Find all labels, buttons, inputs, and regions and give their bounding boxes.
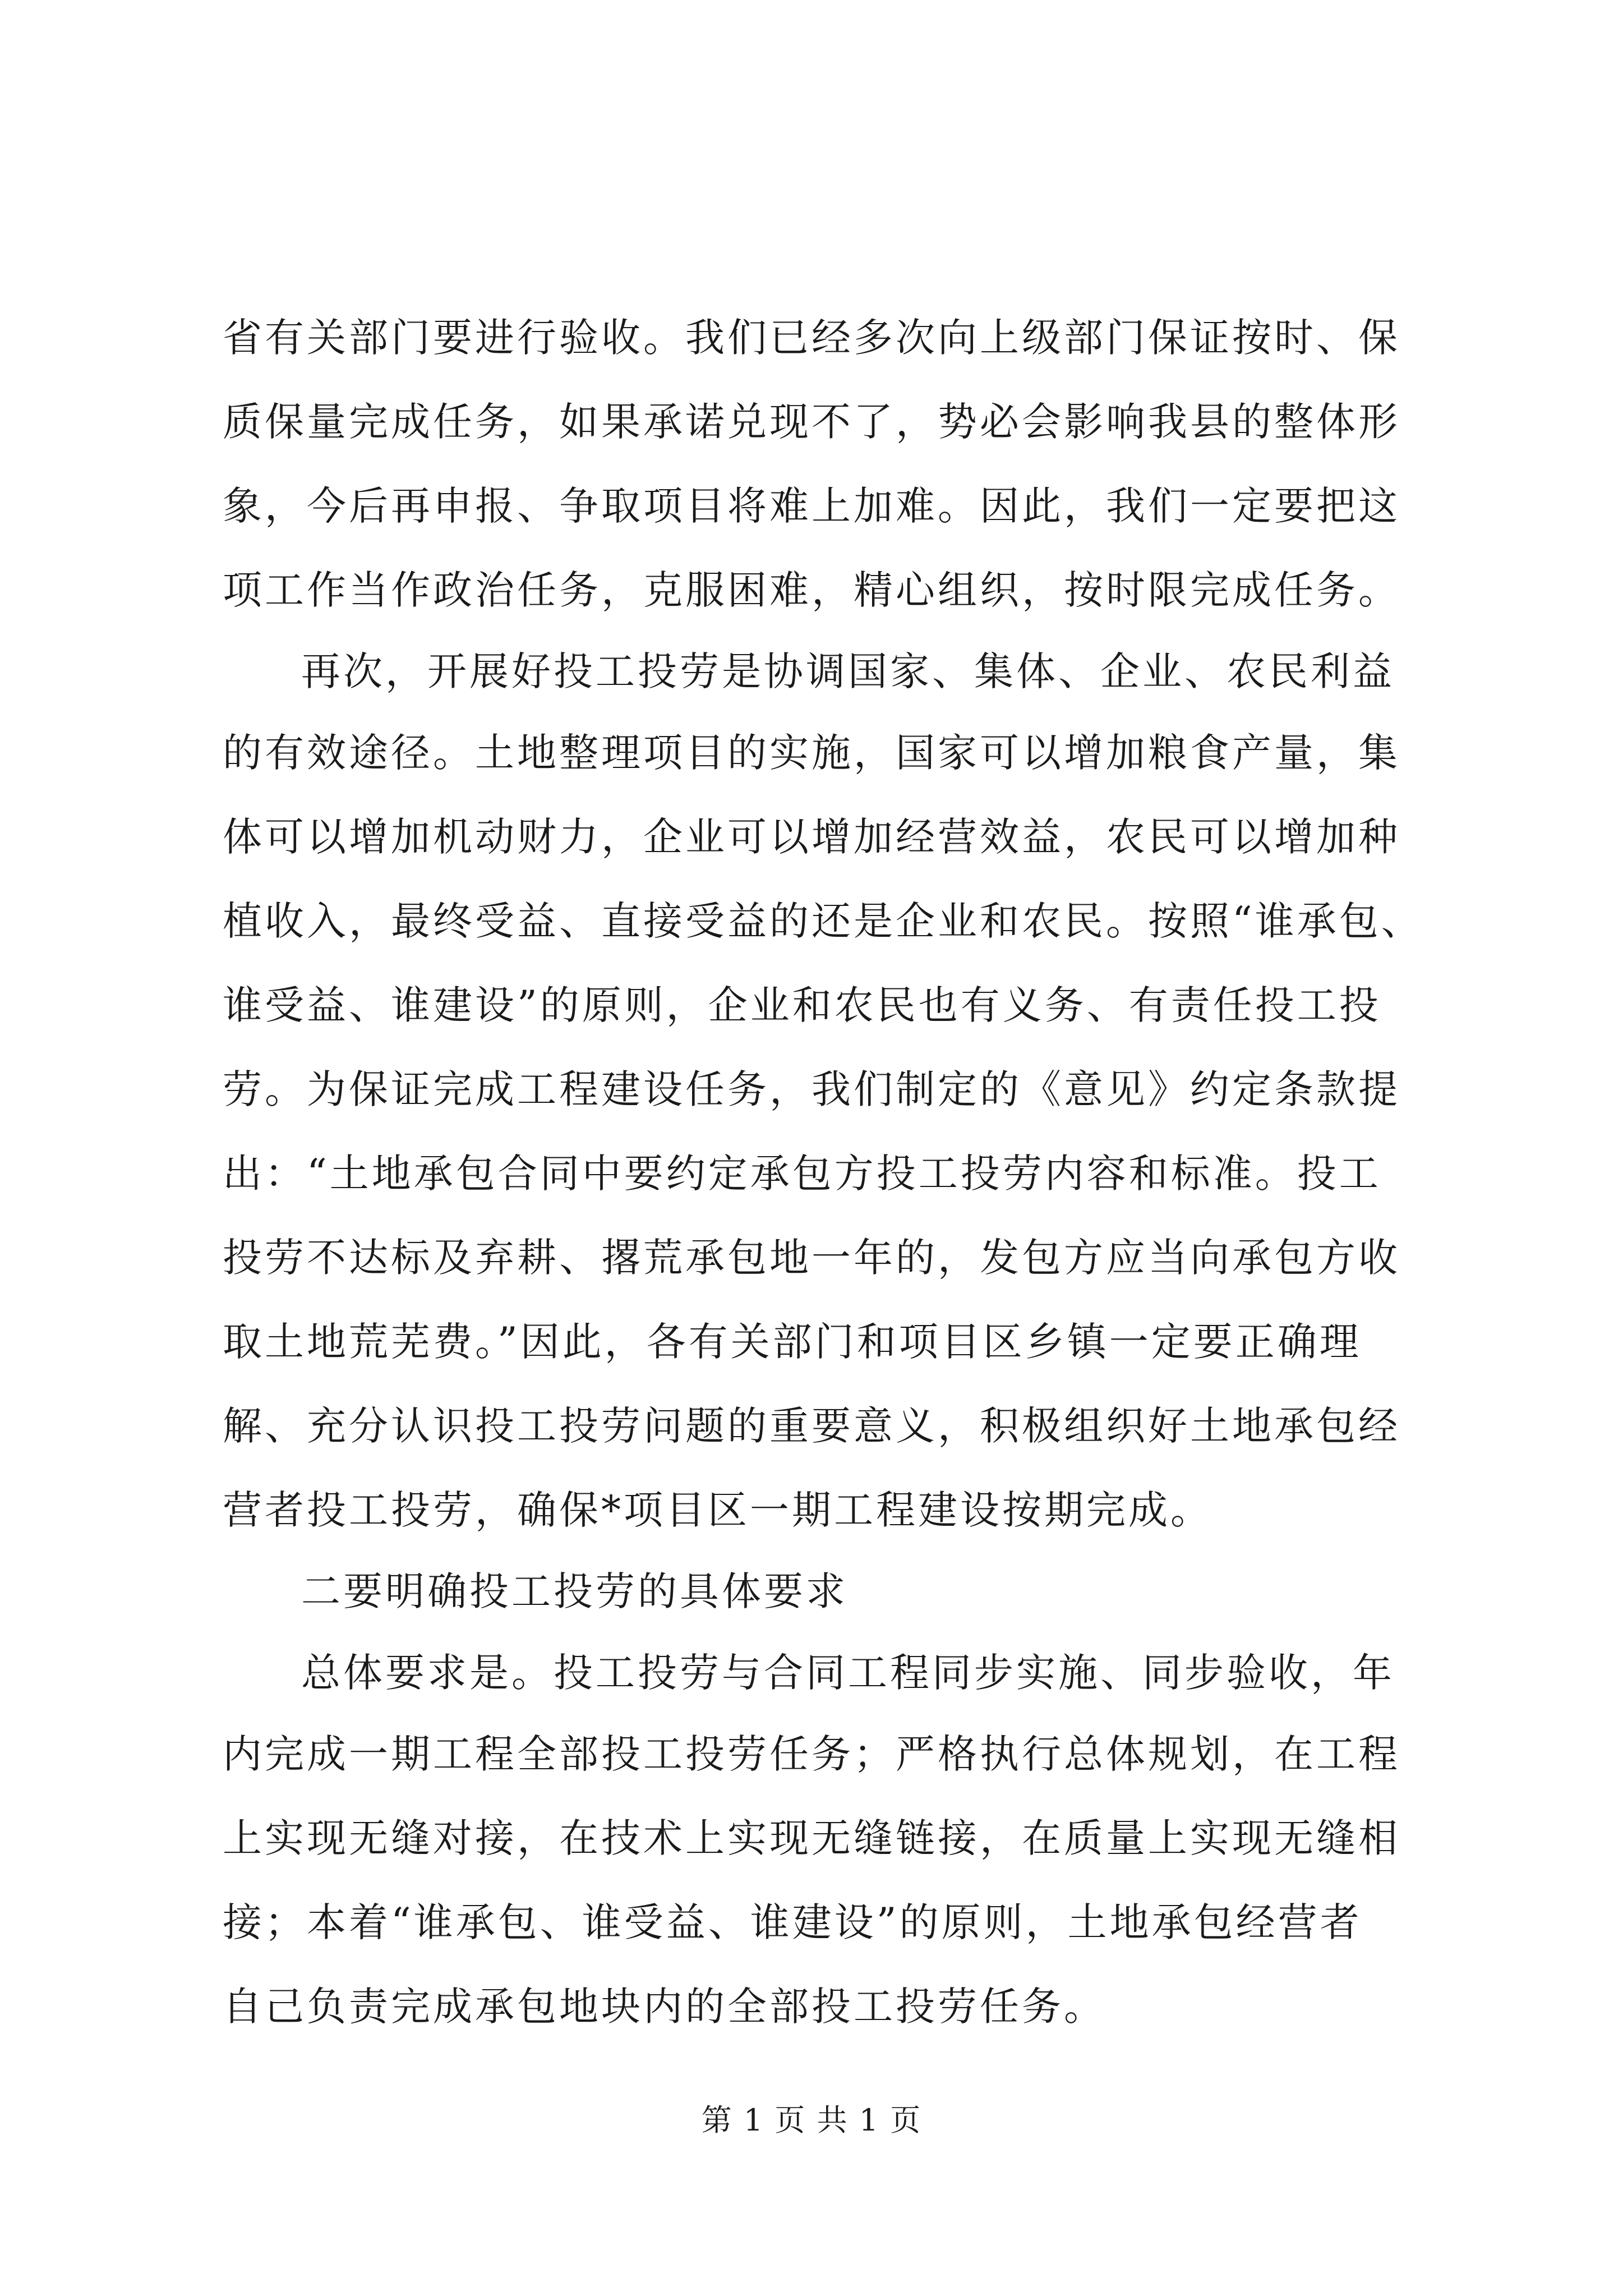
text-line: 体可以增加机动财力，企业可以增加经营效益，农民可以增加种 bbox=[223, 814, 1400, 860]
text-line: 植收入，最终受益、直接受益的还是企业和农民。按照“谁承包、 bbox=[223, 898, 1423, 944]
text-line: 上实现无缝对接，在技术上实现无缝链接，在质量上实现无缝相 bbox=[223, 1815, 1400, 1861]
section-heading: 二要明确投工投劳的具体要求 bbox=[301, 1568, 848, 1614]
text-line: 取土地荒芜费。”因此，各有关部门和项目区乡镇一定要正确理 bbox=[223, 1319, 1362, 1365]
page-number-footer: 第 1 页 共 1 页 bbox=[701, 2102, 922, 2138]
paragraph-first-line: 再次，开展好投工投劳是协调国家、集体、企业、农民利益 bbox=[301, 648, 1395, 694]
text-line: 省有关部门要进行验收。我们已经多次向上级部门保证按时、保 bbox=[223, 315, 1400, 361]
text-line: 营者投工投劳，确保*项目区一期工程建设按期完成。 bbox=[223, 1487, 1212, 1533]
text-line: 谁受益、谁建设”的原则，企业和农民也有义务、有责任投工投 bbox=[223, 982, 1381, 1028]
text-line: 项工作当作政治任务，克服困难，精心组织，按时限完成任务。 bbox=[223, 567, 1400, 613]
text-line: 劳。为保证完成工程建设任务，我们制定的《意见》约定条款提 bbox=[223, 1066, 1400, 1112]
text-line: 内完成一期工程全部投工投劳任务；严格执行总体规划，在工程 bbox=[223, 1731, 1400, 1777]
text-line: 接；本着“谁承包、谁受益、谁建设”的原则，土地承包经营者 bbox=[223, 1899, 1362, 1945]
text-line: 质保量完成任务，如果承诺兑现不了，势必会影响我县的整体形 bbox=[223, 399, 1400, 445]
text-line: 象，今后再申报、争取项目将难上加难。因此，我们一定要把这 bbox=[223, 483, 1400, 529]
text-line: 的有效途径。土地整理项目的实施，国家可以增加粮食产量，集 bbox=[223, 730, 1400, 776]
text-line: 出：“土地承包合同中要约定承包方投工投劳内容和标准。投工 bbox=[223, 1151, 1381, 1197]
text-line: 投劳不达标及弃耕、撂荒承包地一年的，发包方应当向承包方收 bbox=[223, 1235, 1400, 1281]
paragraph-first-line: 总体要求是。投工投劳与合同工程同步实施、同步验收，年 bbox=[301, 1650, 1395, 1696]
text-line: 自己负责完成承包地块内的全部投工投劳任务。 bbox=[223, 1984, 1106, 2030]
text-line: 解、充分认识投工投劳问题的重要意义，积极组织好土地承包经 bbox=[223, 1403, 1400, 1449]
